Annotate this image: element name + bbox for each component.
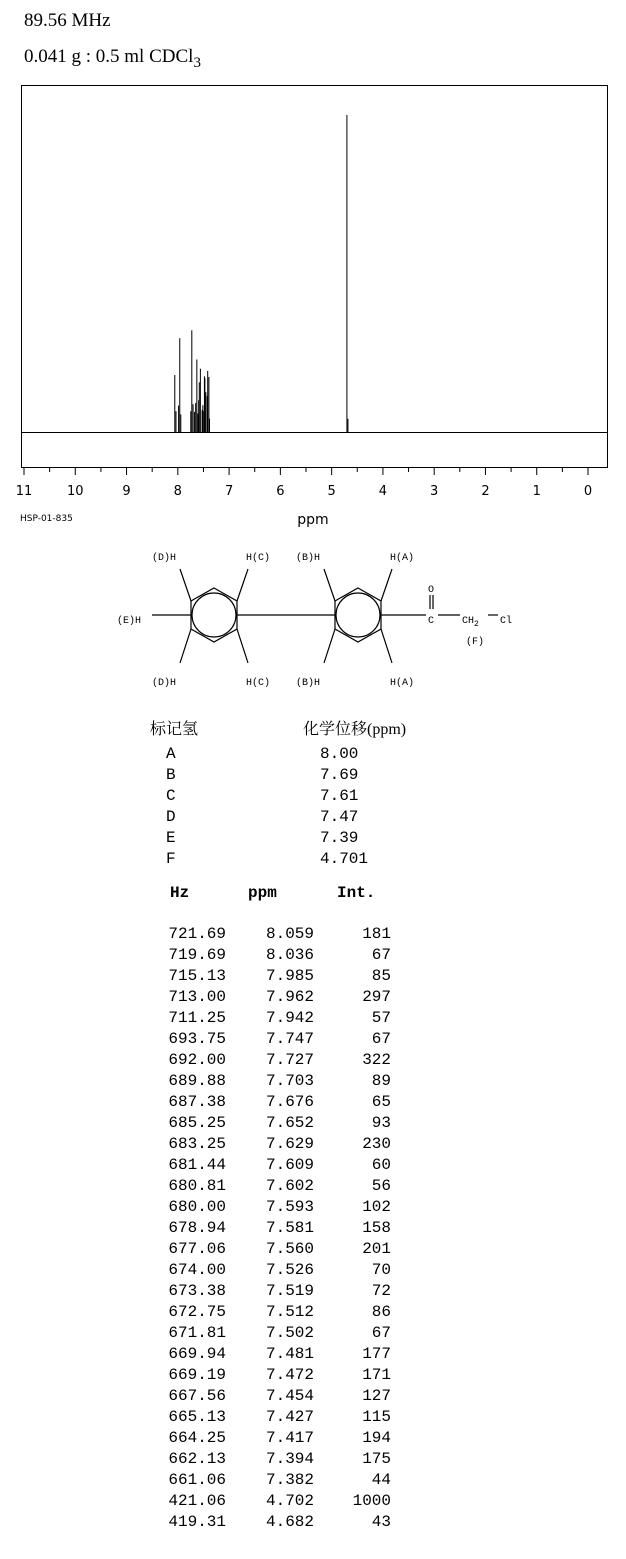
peak-row [0,1303,626,1324]
label-c-h-top: H(C) [246,553,271,564]
x-tick-label: 4 [378,484,388,499]
peak-ppm: 7.394 [265,1450,314,1468]
sample-description [24,46,201,72]
peak-int: 297 [362,988,391,1006]
peak-int: 60 [371,1156,391,1174]
label-ch2-subscript: 2 [474,620,479,629]
peak-ppm: 7.417 [265,1429,314,1447]
peak-int: 181 [362,925,391,943]
right-benzene-ring [335,588,381,642]
peak-hz: 671.81 [168,1324,226,1342]
peak-row [0,1513,626,1534]
chemical-shift: 7.61 [320,787,359,805]
label-oxygen: O [428,585,435,596]
peak-ppm: 7.985 [265,967,314,985]
peak-hz: 419.31 [168,1513,226,1531]
peak-int: 102 [362,1198,391,1216]
assignment-row [0,745,626,766]
peak-row [0,988,626,1009]
peak-int: 44 [371,1471,391,1489]
header-ppm: ppm [248,884,277,902]
peak-int: 171 [362,1366,391,1384]
peak-hz: 680.00 [168,1198,226,1216]
x-axis-ticks [16,468,592,499]
peak-hz: 721.69 [168,925,226,943]
chemical-shift: 7.69 [320,766,359,784]
peak-hz: 678.94 [168,1219,226,1237]
peak-ppm: 7.481 [265,1345,314,1363]
bond-a-top [381,569,392,601]
peak-hz: 693.75 [168,1030,226,1048]
x-tick-label: 2 [481,484,490,499]
hydrogen-label: E [166,829,176,847]
peak-ppm: 7.560 [265,1240,314,1258]
peak-ppm: 8.036 [265,946,314,964]
peak-int: 175 [362,1450,391,1468]
peak-int: 86 [371,1303,391,1321]
peak-ppm: 7.526 [265,1261,314,1279]
bond-d-bottom-left [180,629,191,663]
label-f: (F) [466,637,485,648]
x-tick-label: 0 [583,484,593,499]
peak-row [0,1345,626,1366]
peak-row [0,1324,626,1345]
peak-hz: 711.25 [168,1009,226,1027]
label-a-h-bottom: H(A) [390,678,415,689]
peak-hz: 667.56 [168,1387,226,1405]
x-tick-label: 5 [327,484,336,499]
peak-ppm: 7.727 [265,1051,314,1069]
hydrogen-label: F [166,850,176,868]
peak-int: 65 [371,1093,391,1111]
hydrogen-label: B [166,766,176,784]
peak-row [0,1072,626,1093]
peak-row [0,946,626,967]
assignment-row [0,808,626,829]
peak-row [0,1261,626,1282]
peak-int: 115 [362,1408,391,1426]
peak-row [0,1492,626,1513]
peak-ppm: 7.472 [265,1366,314,1384]
peak-ppm: 7.942 [265,1009,314,1027]
peak-row [0,1177,626,1198]
header-hz: Hz [170,884,190,902]
assignment-header-hydrogen: 标记氢 [150,721,199,738]
peak-ppm: 4.702 [265,1492,314,1510]
peak-hz: 674.00 [168,1261,226,1279]
peak-row [0,1408,626,1429]
label-carbonyl-carbon: C [428,616,435,627]
x-tick-label: 8 [173,484,182,499]
peak-int: 1000 [352,1492,391,1510]
peak-row [0,1030,626,1051]
peak-row [0,967,626,988]
peak-hz: 669.94 [168,1345,226,1363]
peak-row [0,1009,626,1030]
left-ring-aromatic-circle [192,593,236,637]
assignment-row [0,787,626,808]
peak-ppm: 4.682 [265,1513,314,1531]
peak-row [0,1114,626,1135]
peak-hz: 715.13 [168,967,226,985]
hydrogen-label: D [166,808,176,826]
peak-row [0,1135,626,1156]
peak-hz: 687.38 [168,1093,226,1111]
x-tick-label: 11 [15,484,33,499]
chemical-shift: 7.39 [320,829,359,847]
x-tick-label: 3 [430,484,439,499]
peak-int: 93 [371,1114,391,1132]
label-d-h-top: (D)H [152,553,177,564]
peak-hz: 677.06 [168,1240,226,1258]
peak-int: 194 [362,1429,391,1447]
bond-c-bottom-left [237,629,248,663]
peak-hz: 680.81 [168,1177,226,1195]
peak-int: 67 [371,1030,391,1048]
peaks-layer [175,115,348,433]
peak-int: 67 [371,1324,391,1342]
molecule-structure [100,545,540,695]
label-b-h-top: (B)H [296,553,321,564]
peak-int: 57 [371,1009,391,1027]
peak-int: 56 [371,1177,391,1195]
bond-b-top [324,569,335,601]
x-tick-label: 10 [66,484,84,499]
spectrometer-frequency: 89.56 MHz [24,10,111,31]
peak-row [0,1156,626,1177]
chemical-shift: 7.47 [320,808,359,826]
peak-row [0,1240,626,1261]
peak-ppm: 7.454 [265,1387,314,1405]
peak-int: 201 [362,1240,391,1258]
peak-ppm: 7.676 [265,1093,314,1111]
peak-hz: 683.25 [168,1135,226,1153]
assignment-row [0,766,626,787]
peak-hz: 672.75 [168,1303,226,1321]
peak-hz: 689.88 [168,1072,226,1090]
chemical-shift: 8.00 [320,745,359,763]
assignment-table [0,745,626,871]
peak-row [0,1282,626,1303]
peak-int: 89 [371,1072,391,1090]
peak-ppm: 7.652 [265,1114,314,1132]
peak-ppm: 7.581 [265,1219,314,1237]
peak-int: 127 [362,1387,391,1405]
peak-row [0,1051,626,1072]
peak-row [0,925,626,946]
peak-table-header [0,884,626,904]
peak-ppm: 7.382 [265,1471,314,1489]
peak-hz: 685.25 [168,1114,226,1132]
x-tick-label: 7 [224,484,234,499]
peak-ppm: 8.059 [265,925,314,943]
plot-frame [22,86,608,468]
peak-int: 43 [371,1513,391,1531]
peak-table [0,925,626,1534]
peak-hz: 664.25 [168,1429,226,1447]
bond-a-bottom [381,629,392,663]
peak-hz: 719.69 [168,946,226,964]
left-benzene-ring [191,588,237,642]
x-tick-label: 9 [122,484,131,499]
peak-int: 322 [362,1051,391,1069]
peak-ppm: 7.602 [265,1177,314,1195]
peak-ppm: 7.502 [265,1324,314,1342]
bond-d-top-left [180,569,191,601]
peak-int: 67 [371,946,391,964]
peak-hz: 421.06 [168,1492,226,1510]
assignment-header-shift: 化学位移(ppm) [303,721,407,738]
spectrum-code: HSP-01-835 [20,514,73,524]
peak-ppm: 7.427 [265,1408,314,1426]
sample-text: 0.041 g : 0.5 ml CDCl [24,46,194,67]
peak-hz: 692.00 [168,1051,226,1069]
bond-c-top-left [237,569,248,601]
peak-int: 85 [371,967,391,985]
peak-row [0,1387,626,1408]
peak-row [0,1093,626,1114]
peak-ppm: 7.703 [265,1072,314,1090]
peak-hz: 673.38 [168,1282,226,1300]
x-axis-label: ppm [297,512,329,528]
peak-row [0,1450,626,1471]
peak-ppm: 7.512 [265,1303,314,1321]
label-c-h-bottom: H(C) [246,678,271,689]
peak-ppm: 7.747 [265,1030,314,1048]
nmr-spectrum-chart [0,80,626,530]
peak-ppm: 7.629 [265,1135,314,1153]
peak-hz: 662.13 [168,1450,226,1468]
bond-b-bottom [324,629,335,663]
peak-ppm: 7.593 [265,1198,314,1216]
assignment-row [0,850,626,871]
x-tick-label: 6 [276,484,285,499]
peak-ppm: 7.609 [265,1156,314,1174]
peak-hz: 713.00 [168,988,226,1006]
peak-hz: 661.06 [168,1471,226,1489]
hydrogen-label: C [166,787,176,805]
label-ch2-text: CH [462,616,475,627]
label-chlorine: Cl [500,616,513,627]
sample-subscript: 3 [193,54,201,71]
peak-row [0,1198,626,1219]
label-d-h-bottom: (D)H [152,678,177,689]
peak-row [0,1471,626,1492]
label-a-h-top: H(A) [390,553,415,564]
peak-hz: 669.19 [168,1366,226,1384]
peak-row [0,1366,626,1387]
peak-int: 177 [362,1345,391,1363]
right-ring-aromatic-circle [336,593,380,637]
peak-ppm: 7.962 [265,988,314,1006]
peak-hz: 681.44 [168,1156,226,1174]
assignment-row [0,829,626,850]
label-b-h-bottom: (B)H [296,678,321,689]
x-tick-label: 1 [532,484,541,499]
chemical-shift: 4.701 [320,850,369,868]
peak-row [0,1219,626,1240]
peak-int: 70 [371,1261,391,1279]
hydrogen-label: A [166,745,176,763]
header-int: Int. [337,884,376,902]
label-e-h: (E)H [117,616,142,627]
peak-int: 158 [362,1219,391,1237]
peak-int: 72 [371,1282,391,1300]
peak-row [0,1429,626,1450]
peak-int: 230 [362,1135,391,1153]
peak-hz: 665.13 [168,1408,226,1426]
label-ch2 [462,616,479,629]
peak-ppm: 7.519 [265,1282,314,1300]
